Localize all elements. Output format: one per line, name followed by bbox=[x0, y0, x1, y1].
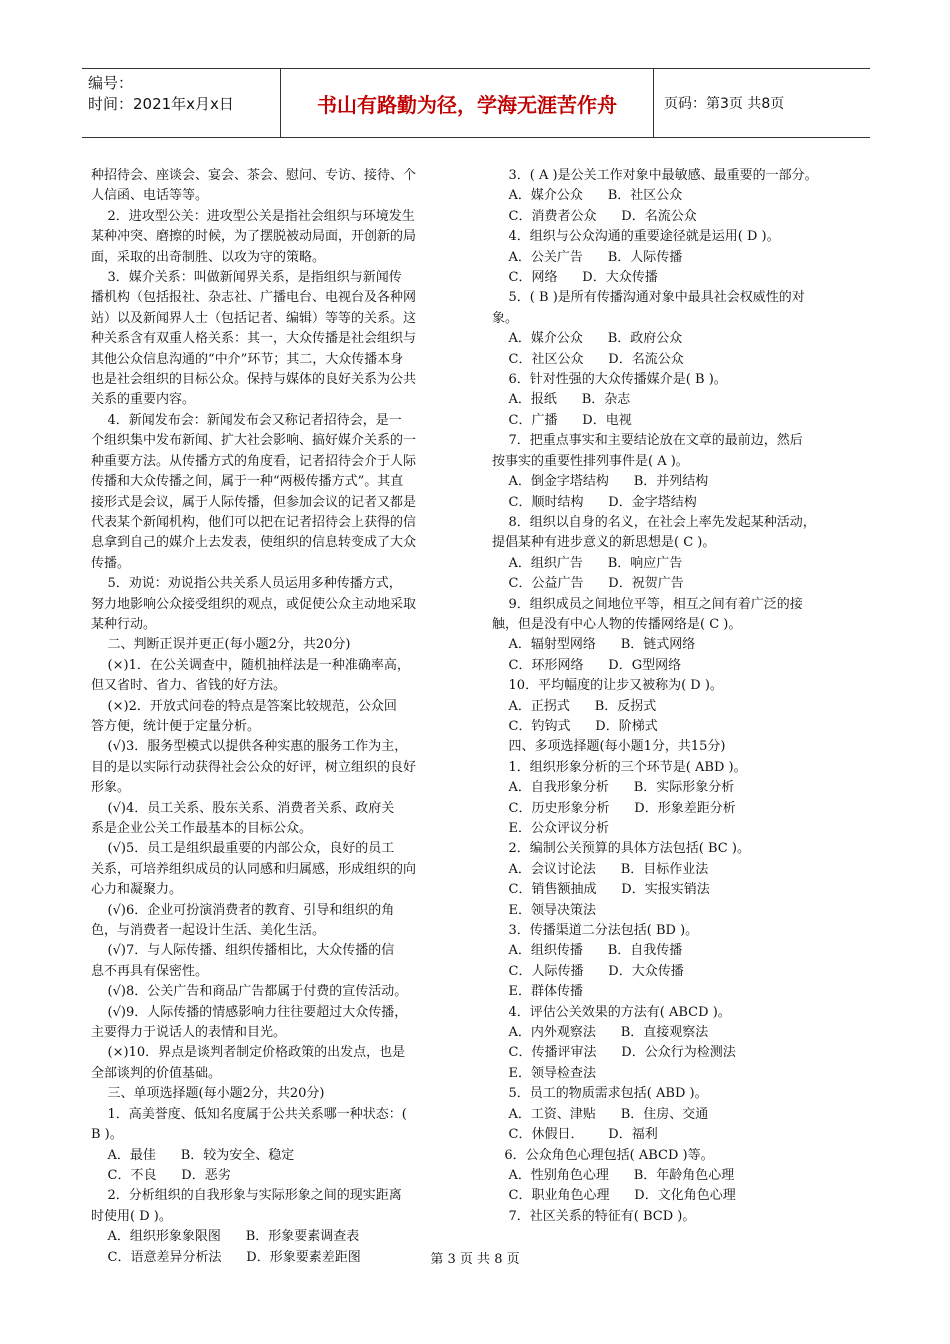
time-label: 时间：2021年x月x日 bbox=[88, 95, 234, 113]
text-line: 1．组织形象分析的三个环节是( ABD )。 bbox=[492, 759, 747, 775]
text-line: 色，与消费者一起设计生活、美化生活。 bbox=[91, 923, 326, 939]
text-line: A．辐射型网络 B．链式网络 bbox=[492, 637, 696, 653]
text-line: 3．传播渠道二分法包括( BD )。 bbox=[492, 923, 699, 939]
text-line: E．公众评议分析 bbox=[492, 821, 610, 836]
text-line: (×)1．在公关调查中，随机抽样法是一种准确率高， bbox=[91, 657, 410, 673]
text-line: E．领导决策法 bbox=[492, 902, 597, 918]
text-line: 息不再具有保密性。 bbox=[91, 963, 209, 979]
text-line: 5．劝说：劝说指公共关系人员运用多种传播方式， bbox=[91, 576, 402, 592]
text-line: 某种行动。 bbox=[91, 616, 157, 632]
text-line: 9．组织成员之间地位平等，相互之间有着广泛的接 bbox=[492, 596, 803, 612]
text-line: 系是企业公关工作最基本的目标公众。 bbox=[91, 821, 313, 836]
text-line: 三、单项选择题(每小题2分，共20分) bbox=[91, 1086, 325, 1102]
text-line: A．媒介公众 B．社区公众 bbox=[492, 188, 683, 204]
text-line: C．历史形象分析 D．形象差距分析 bbox=[492, 800, 736, 816]
text-line: 代表某个新闻机构，他们可以把在记者招待会上获得的信 bbox=[91, 514, 417, 530]
text-line: 接形式是会议，属于人际传播，但参加会议的记者又都是 bbox=[91, 494, 417, 510]
text-line: C．消费者公众 D．名流公众 bbox=[492, 208, 697, 224]
text-line: (√)9．人际传播的情感影响力往往要超过大众传播， bbox=[91, 1004, 408, 1020]
text-line: (√)8．公关广告和商品广告都属于付费的宣传活动。 bbox=[91, 984, 408, 1000]
text-line: (×)2．开放式问卷的特点是答案比较规范，公众回 bbox=[91, 698, 397, 714]
text-line: 象。 bbox=[492, 310, 519, 326]
text-line: A．媒介公众 B．政府公众 bbox=[492, 331, 683, 347]
text-line: 目的是以实际行动获得社会公众的好评，树立组织的良好 bbox=[91, 759, 417, 775]
text-line: (√)6．企业可扮演消费者的教育、引导和组织的角 bbox=[91, 902, 395, 918]
text-line: A．内外观察法 B．直接观察法 bbox=[492, 1025, 709, 1041]
text-line: B )。 bbox=[91, 1127, 123, 1143]
text-line: 关系的重要内容。 bbox=[91, 392, 196, 408]
right-column bbox=[492, 166, 872, 1227]
header-meta bbox=[82, 69, 281, 137]
text-line: 面，采取的出奇制胜、以攻为守的策略。 bbox=[91, 249, 326, 265]
text-line: A．报纸 B．杂志 bbox=[492, 392, 631, 408]
text-line: E．领导检查法 bbox=[492, 1065, 597, 1081]
text-line: (√)5．员工是组织最重要的内部公众，良好的员工 bbox=[91, 841, 395, 857]
text-line: 人信函、电话等等。 bbox=[91, 188, 209, 204]
text-line: 种重要方法。从传播方式的角度看，记者招待会介于人际 bbox=[91, 453, 417, 469]
text-line: 8．组织以自身的名义，在社会上率先发起某种活动， bbox=[492, 514, 816, 530]
text-line: C．传播评审法 D．公众行为检测法 bbox=[492, 1045, 736, 1061]
number-label: 编号： bbox=[88, 74, 134, 92]
text-line: (√)4．员工关系、股东关系、消费者关系、政府关 bbox=[91, 800, 395, 816]
text-line: 时使用( D )。 bbox=[91, 1208, 172, 1224]
text-line: C．休假日． D．福利 bbox=[492, 1127, 658, 1143]
text-line: 传播和大众传播之间，属于一种“两极传播方式”。其直 bbox=[91, 474, 404, 490]
text-line: C．语意差异分析法 D．形象要素差距图 bbox=[91, 1249, 361, 1265]
text-line: 播机构（包括报社、杂志社、广播电台、电视台及各种网 bbox=[91, 290, 417, 306]
text-line: 传播。 bbox=[91, 555, 131, 571]
text-line: 5．员工的物质需求包括( ABD )。 bbox=[492, 1086, 708, 1102]
text-line: 4．评估公关效果的方法有( ABCD )。 bbox=[492, 1004, 731, 1020]
text-line: 心力和凝聚力。 bbox=[91, 882, 183, 898]
text-line: 6．针对性强的大众传播媒介是( B )。 bbox=[492, 372, 727, 388]
page-label: 页码：第3页 共8页 bbox=[664, 96, 785, 112]
text-line: A．会议讨论法 B．目标作业法 bbox=[492, 861, 709, 877]
text-line: (×)10．界点是谈判者制定价格政策的出发点，也是 bbox=[91, 1045, 406, 1061]
text-line: 2．进攻型公关：进攻型公关是指社会组织与环境发生 bbox=[91, 208, 415, 224]
text-line: A．工资、津贴 B．住房、交通 bbox=[492, 1106, 709, 1122]
text-line: C．环形网络 D．G型网络 bbox=[492, 657, 682, 673]
text-line: 关系，可培养组织成员的认同感和归属感，形成组织的向 bbox=[91, 861, 417, 877]
text-line: 触，但是没有中心人物的传播网络是( C )。 bbox=[492, 616, 742, 632]
text-line: C．不良 D．恶劣 bbox=[91, 1167, 231, 1183]
text-line: 7．把重点事实和主要结论放在文章的最前边，然后 bbox=[492, 433, 803, 449]
text-line: A．组织传播 B．自我传播 bbox=[492, 943, 683, 959]
text-line: 形象。 bbox=[91, 780, 131, 796]
text-line: 但又省时、省力、省钱的好方法。 bbox=[91, 678, 287, 694]
text-line: C．公益广告 D．祝贺广告 bbox=[492, 576, 684, 592]
text-line: 4．新闻发布会：新闻发布会又称记者招待会，是一 bbox=[91, 412, 402, 428]
text-line: 其他公众信息沟通的“中介”环节；其二，大众传播本身 bbox=[91, 351, 404, 367]
text-line: 3．( A )是公关工作对象中最敏感、最重要的一部分。 bbox=[492, 168, 818, 183]
text-line: 某种冲突、磨擦的时候，为了摆脱被动局面，开创新的局 bbox=[91, 229, 417, 245]
page-footer: 第 3 页 共 8 页 bbox=[430, 1252, 520, 1267]
text-line: C．社区公众 D．名流公众 bbox=[492, 351, 684, 367]
text-line: A．组织形象象限图 B．形象要素调查表 bbox=[91, 1229, 360, 1245]
text-line: 按事实的重要性排列事件是( A )。 bbox=[492, 453, 689, 469]
text-line: 6．公众角色心理包括( ABCD )等。 bbox=[492, 1147, 714, 1163]
text-line: 个组织集中发布新闻、扩大社会影响、搞好媒介关系的一 bbox=[91, 433, 417, 449]
text-line: 也是社会组织的目标公众。保持与媒体的良好关系为公共 bbox=[91, 372, 417, 388]
text-line: 息拿到自己的媒介上去发表，使组织的信息转变成了大众 bbox=[91, 535, 417, 551]
text-line: A．组织广告 B．响应广告 bbox=[492, 555, 683, 571]
text-line: 2．分析组织的自我形象与实际形象之间的现实距离 bbox=[91, 1188, 402, 1204]
text-line: (√)7．与人际传播、组织传播相比，大众传播的信 bbox=[91, 943, 395, 959]
text-line: 全部谈判的价值基础。 bbox=[91, 1065, 222, 1081]
left-column bbox=[91, 166, 463, 1268]
text-line: E．群体传播 bbox=[492, 984, 584, 1000]
text-line: 种招待会、座谈会、宴会、茶会、慰问、专访、接待、个 bbox=[91, 168, 417, 183]
text-line: (√)3．服务型模式以提供各种实惠的服务工作为主， bbox=[91, 739, 408, 755]
text-line: 答方便，统计便于定量分析。 bbox=[91, 718, 261, 734]
text-line: A．性别角色心理 B．年龄角色心理 bbox=[492, 1167, 735, 1183]
text-line: 主要得力于说话人的表情和目光。 bbox=[91, 1025, 287, 1041]
text-line: 2．编制公关预算的具体方法包括( BC )。 bbox=[492, 841, 750, 857]
text-line: 站）以及新闻界人士（包括记者、编辑）等等的关系。这 bbox=[91, 310, 417, 326]
text-line: 10．平均幅度的让步又被称为( D )。 bbox=[492, 678, 723, 694]
text-line: A．公关广告 B．人际传播 bbox=[492, 249, 683, 265]
page-header bbox=[82, 68, 870, 138]
text-line: 7．社区关系的特征有( BCD )。 bbox=[492, 1208, 696, 1224]
text-line: 5．( B )是所有传播沟通对象中最具社会权威性的对 bbox=[492, 290, 805, 306]
text-line: 种关系含有双重人格关系：其一，大众传播是社会组织与 bbox=[91, 331, 417, 347]
text-line: C．人际传播 D．大众传播 bbox=[492, 963, 684, 979]
text-line: 3．媒介关系：叫做新闻界关系，是指组织与新闻传 bbox=[91, 270, 402, 286]
text-line: A．倒金字塔结构 B．并列结构 bbox=[492, 474, 709, 490]
text-line: 1．高美誉度、低知名度属于公共关系哪一种状态：( bbox=[91, 1106, 407, 1122]
text-line: 四、多项选择题(每小题1分，共15分) bbox=[492, 739, 726, 755]
text-line: A．自我形象分析 B．实际形象分析 bbox=[492, 780, 735, 796]
text-line: 二、判断正误并更正(每小题2分，共20分) bbox=[91, 637, 351, 653]
text-line: A．最佳 B．较为安全、稳定 bbox=[91, 1147, 295, 1163]
text-line: A．正拐式 B．反拐式 bbox=[492, 698, 657, 714]
text-line: C．顺时结构 D．金字塔结构 bbox=[492, 494, 697, 510]
text-line: C．钓钩式 D．阶梯式 bbox=[492, 718, 658, 734]
text-line: C．广播 D．电视 bbox=[492, 412, 632, 428]
text-line: C．网络 D．大众传播 bbox=[492, 270, 658, 286]
motto: 书山有路勤为径，学海无涯苦作舟 bbox=[281, 69, 654, 137]
text-line: 努力地影响公众接受组织的观点，或促使公众主动地采取 bbox=[91, 596, 417, 612]
text-line: 4．组织与公众沟通的重要途径就是运用( D )。 bbox=[492, 229, 780, 245]
text-line: 提倡某种有进步意义的新思想是( C )。 bbox=[492, 535, 716, 551]
text-line: C．销售额抽成 D．实报实销法 bbox=[492, 882, 710, 898]
text-line: C．职业角色心理 D．文化角色心理 bbox=[492, 1188, 736, 1204]
